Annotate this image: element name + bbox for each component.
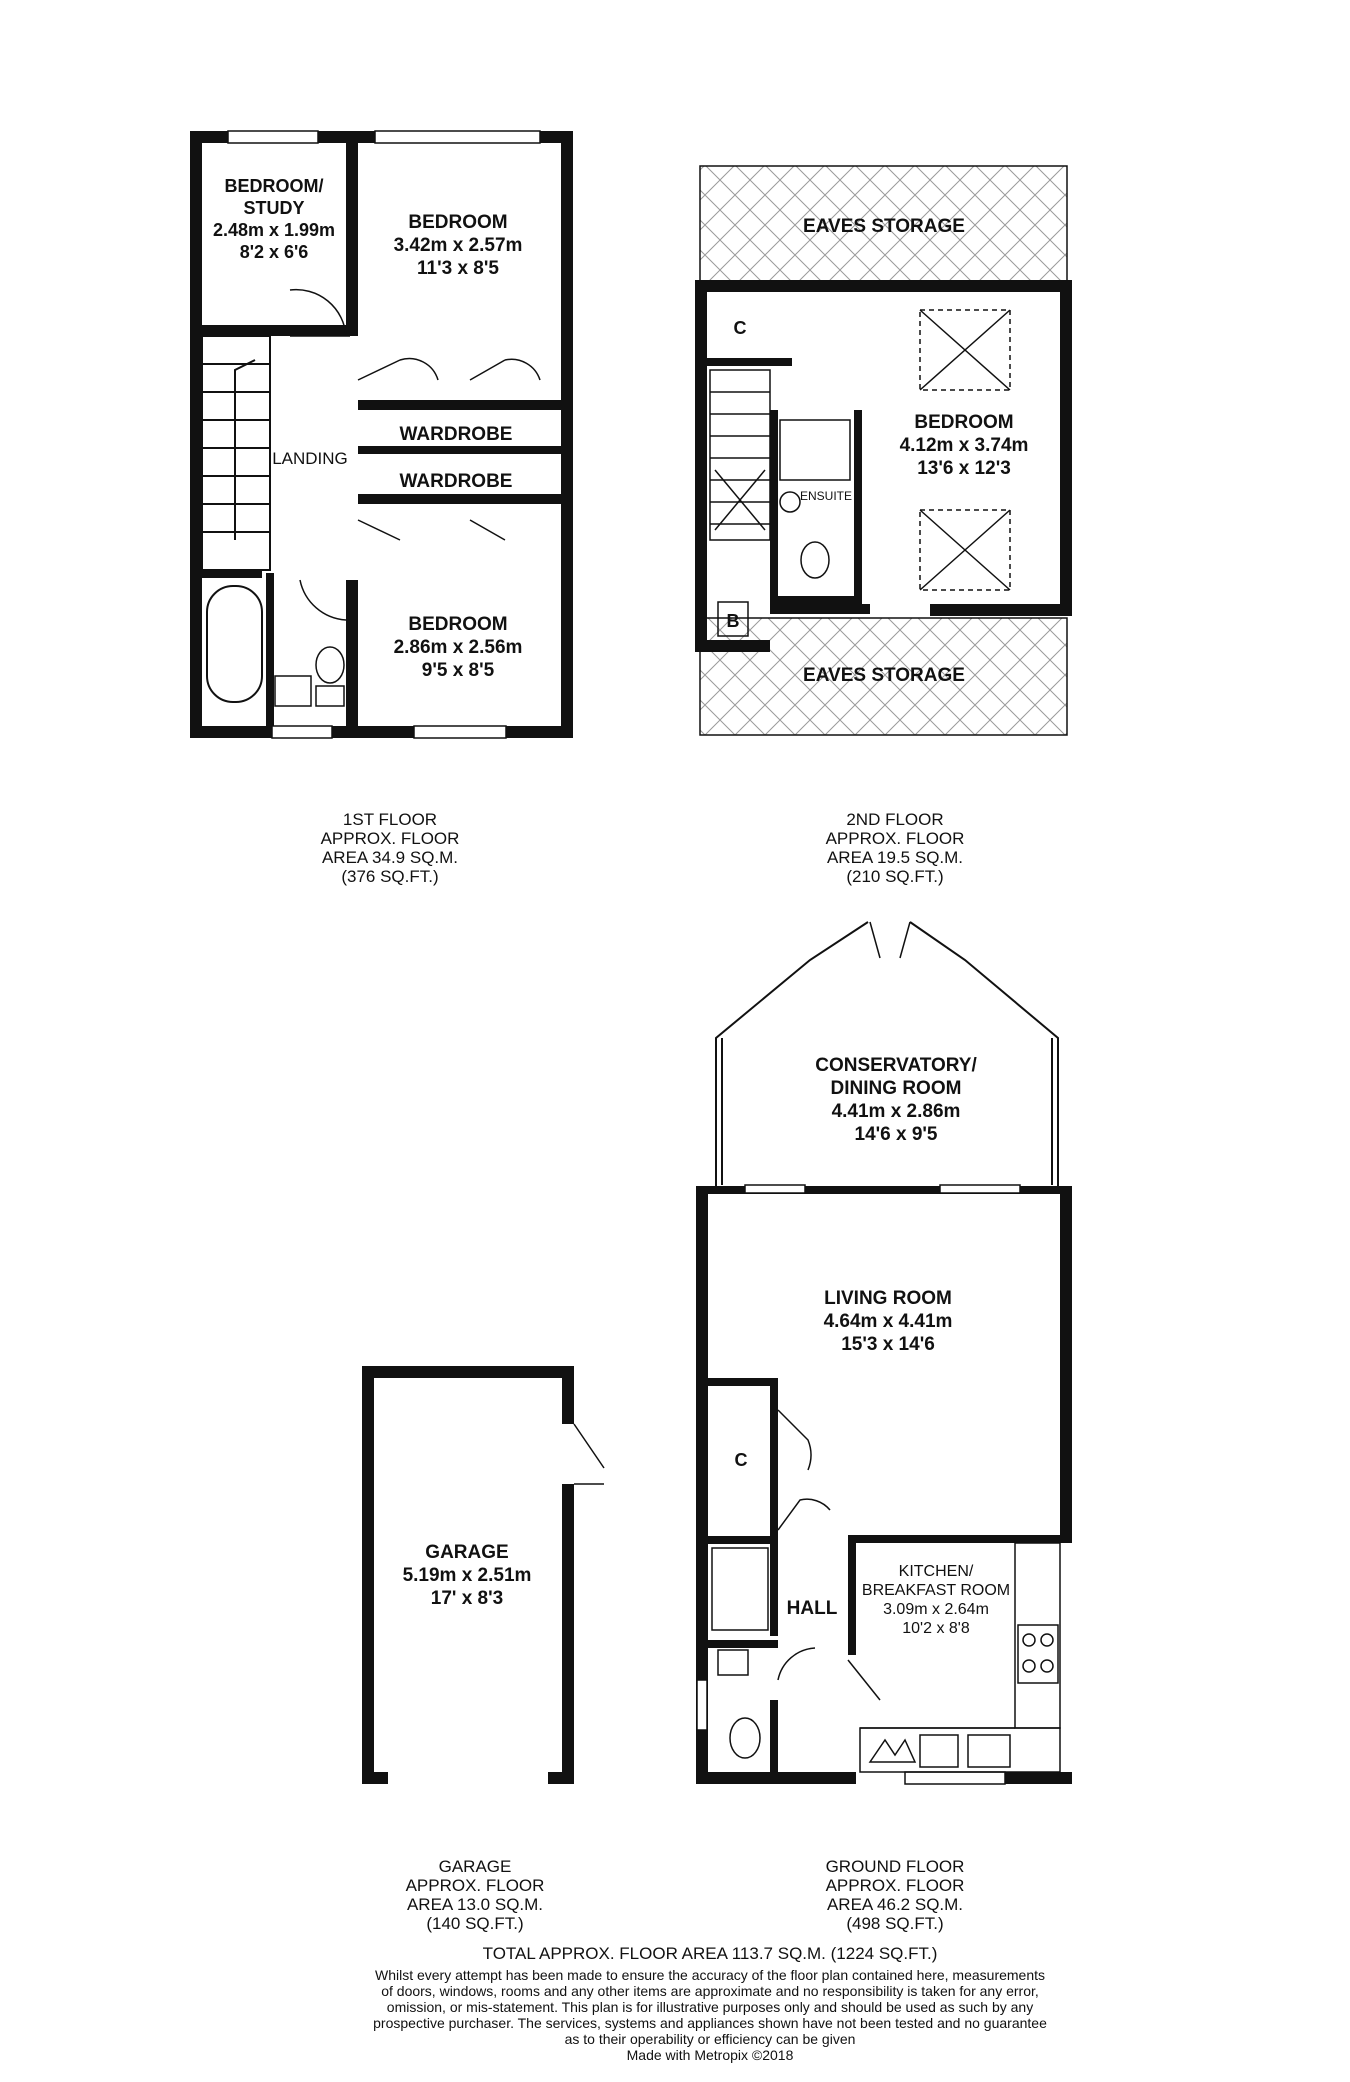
bedroom-b-imperial: 9'5 x 8'5 (421, 660, 495, 681)
kitchen-label-1: KITCHEN/ (898, 1563, 974, 1580)
garage-caption-line2: APPROX. FLOOR (405, 1876, 545, 1895)
bedroom-a-label: BEDROOM (408, 212, 508, 233)
ground-cupboard-label: C (734, 1450, 748, 1470)
living-room-imperial: 15'3 x 14'6 (841, 1334, 935, 1355)
ground-floor-caption-line4: (498 SQ.FT.) (846, 1914, 944, 1933)
disclaimer-line6: Made with Metropix ©2018 (626, 2047, 794, 2063)
first-floor-caption-line2: APPROX. FLOOR (320, 829, 460, 848)
kitchen-label-2: BREAKFAST ROOM (861, 1582, 1011, 1599)
disclaimer-line3: omission, or mis-statement. This plan is for illustrative purposes only and should be used as such by any (386, 1999, 1034, 2015)
second-floor-bedroom-label: BEDROOM (914, 412, 1014, 433)
wardrobe-2-label: WARDROBE (399, 471, 513, 492)
eaves-storage-top-label: EAVES STORAGE (803, 216, 965, 237)
ensuite-label: ENSUITE (799, 489, 853, 503)
first-floor-caption-line1: 1ST FLOOR (342, 810, 438, 829)
second-floor-caption (785, 810, 1005, 886)
bedroom-study-label-2: STUDY (243, 198, 305, 218)
disclaimer-line2: of doors, windows, rooms and any other items are approximate and no responsibility is taken for any error, (381, 1983, 1039, 1999)
conservatory-label-2: DINING ROOM (830, 1078, 962, 1099)
garage-metric: 5.19m x 2.51m (402, 1565, 532, 1586)
living-room-label: LIVING ROOM (824, 1288, 952, 1309)
wardrobe-1-label: WARDROBE (399, 424, 513, 445)
garage-label: GARAGE (425, 1542, 509, 1563)
first-floor-caption-line4: (376 SQ.FT.) (341, 867, 439, 886)
bedroom-b-metric: 2.86m x 2.56m (393, 637, 523, 658)
ground-floor-plan (696, 922, 1072, 1784)
ground-floor-caption-line1: GROUND FLOOR (825, 1857, 965, 1876)
living-room-metric: 4.64m x 4.41m (823, 1311, 953, 1332)
ground-floor-caption-line3: AREA 46.2 SQ.M. (826, 1895, 964, 1914)
second-floor-caption-line1: 2ND FLOOR (846, 810, 944, 829)
garage-caption (365, 1857, 585, 1933)
boiler-label: B (726, 611, 740, 631)
disclaimer (340, 1967, 1080, 2063)
second-floor-bedroom-metric: 4.12m x 3.74m (899, 435, 1029, 456)
bedroom-study-metric: 2.48m x 1.99m (212, 220, 336, 240)
bedroom-study-label: BEDROOM/ (224, 176, 324, 196)
total-floor-area: TOTAL APPROX. FLOOR AREA 113.7 SQ.M. (1224 SQ.FT.) (482, 1944, 938, 1963)
garage-caption-line1: GARAGE (438, 1857, 512, 1876)
bedroom-b-label: BEDROOM (408, 614, 508, 635)
garage-caption-line3: AREA 13.0 SQ.M. (406, 1895, 544, 1914)
bedroom-a-imperial: 11'3 x 8'5 (417, 258, 499, 279)
first-floor-caption (280, 810, 500, 886)
eaves-storage-bottom-label: EAVES STORAGE (803, 665, 965, 686)
disclaimer-line1: Whilst every attempt has been made to ensure the accuracy of the floor plan contained here, measurements (374, 1967, 1046, 1983)
second-floor-plan (695, 166, 1072, 735)
first-floor-caption-line3: AREA 34.9 SQ.M. (321, 848, 459, 867)
kitchen-metric: 3.09m x 2.64m (883, 1601, 989, 1618)
second-floor-caption-line3: AREA 19.5 SQ.M. (826, 848, 964, 867)
bedroom-a-metric: 3.42m x 2.57m (393, 235, 523, 256)
second-floor-bedroom-imperial: 13'6 x 12'3 (917, 458, 1011, 479)
ground-floor-caption (785, 1857, 1005, 1933)
disclaimer-line4: prospective purchaser. The services, systems and appliances shown have not been tested and no guarantee (373, 2015, 1047, 2031)
second-floor-caption-line2: APPROX. FLOOR (825, 829, 965, 848)
landing-label: LANDING (272, 449, 348, 468)
garage-caption-line4: (140 SQ.FT.) (426, 1914, 524, 1933)
second-floor-cupboard-label: C (733, 318, 747, 338)
disclaimer-line5: as to their operability or efficiency can be given (564, 2031, 856, 2047)
conservatory-metric: 4.41m x 2.86m (831, 1101, 961, 1122)
second-floor-caption-line4: (210 SQ.FT.) (846, 867, 944, 886)
kitchen-imperial: 10'2 x 8'8 (902, 1620, 970, 1637)
first-floor-plan (190, 131, 573, 738)
conservatory-imperial: 14'6 x 9'5 (854, 1124, 938, 1145)
garage-imperial: 17' x 8'3 (430, 1588, 504, 1609)
conservatory-label-1: CONSERVATORY/ (815, 1055, 977, 1076)
bedroom-study-imperial: 8'2 x 6'6 (239, 242, 309, 262)
hall-label: HALL (786, 1598, 838, 1619)
ground-floor-caption-line2: APPROX. FLOOR (825, 1876, 965, 1895)
garage-plan (362, 1366, 604, 1784)
